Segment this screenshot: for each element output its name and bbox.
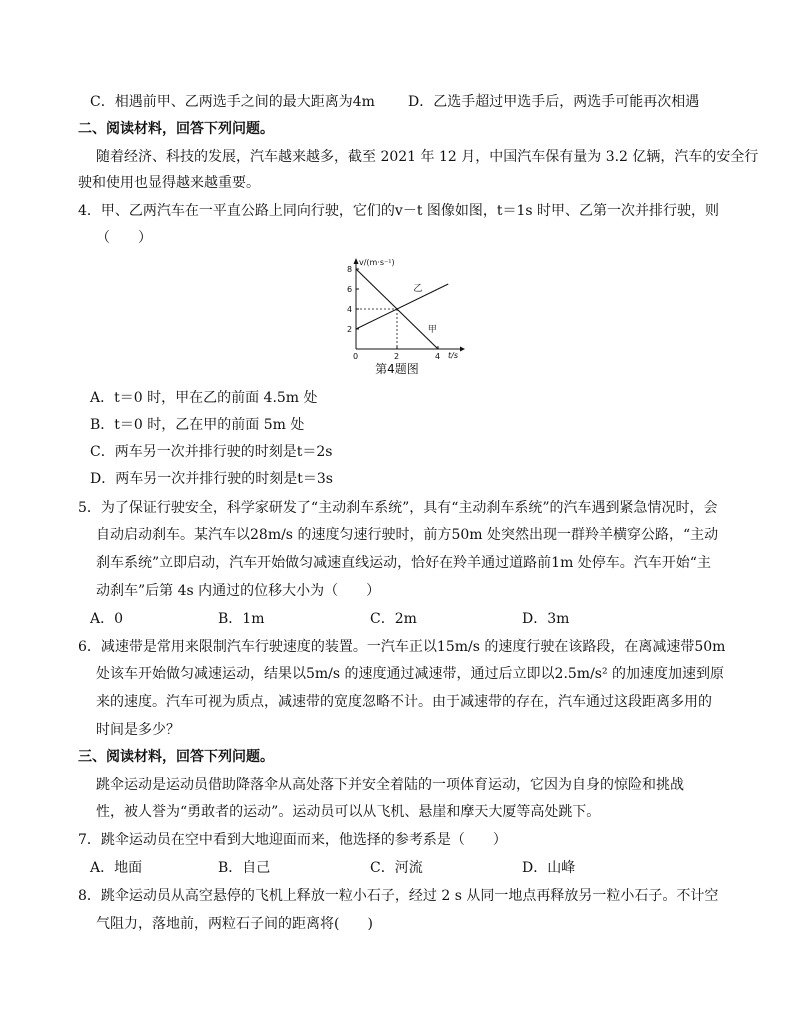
q7-option-c: C．河流 [370, 860, 423, 876]
section2-passage-line1: 随着经济、科技的发展，汽车越来越多，截至 2021 年 12 月，中国汽车保有量为 3.2 亿辆，汽车的安全行 [96, 149, 759, 165]
y-tick-label: 8 [347, 265, 353, 274]
q4-vt-graph [336, 252, 466, 374]
series-line-yi [356, 284, 448, 329]
q5-option-b: B．1m [218, 611, 265, 627]
x-axis-arrow [460, 347, 465, 352]
section3-passage-line2: 性，被人誉为“勇敢者的运动”。运动员可以从飞机、悬崖和摩天大厦等高处跳下。 [96, 804, 601, 820]
section2-passage-line2: 驶和使用也显得越来越重要。 [78, 175, 260, 191]
section3-heading: 三、阅读材料，回答下列问题。 [78, 749, 274, 765]
q5-option-c: C．2m [370, 611, 417, 627]
q3-option-c: C．相遇前甲、乙两选手之间的最大距离为4m [90, 94, 375, 110]
q7-option-a: A．地面 [90, 860, 143, 876]
section2-heading: 二、阅读材料，回答下列问题。 [78, 121, 274, 137]
q5-line2: 自动启动刹车。某汽车以28m/s 的速度匀速行驶时，前方50m 处突然出现一群羚羊横穿公路，“主动 [96, 527, 719, 543]
q4-option-a: A．t＝0 时，甲在乙的前面 4.5m 处 [90, 390, 318, 406]
x-tick-label: 4 [435, 352, 441, 361]
q4-option-d: D．两车另一次并排行驶的时刻是t＝3s [90, 471, 333, 487]
q4-stem: 4．甲、乙两汽车在一平直公路上同向行驶，它们的v－t 图像如图，t＝1s 时甲、乙第一次并排行驶，则 [78, 203, 720, 219]
q7-option-b: B．自己 [218, 860, 271, 876]
section3-passage-line1: 跳伞运动是运动员借助降落伞从高处落下并安全着陆的一项体育运动，它因为自身的惊险和挑战 [96, 777, 684, 793]
q3-option-d: D．乙选手超过甲选手后，两选手可能再次相遇 [408, 94, 700, 110]
q4-option-c: C．两车另一次并排行驶的时刻是t＝2s [90, 444, 333, 460]
x-axis-label: t/s [448, 351, 458, 360]
q6-line1: 6．减速带是常用来限制汽车行驶速度的装置。一汽车正以15m/s 的速度行驶在该路段，在离减速带50m [78, 639, 726, 655]
y-axis-label: v/(m·s⁻¹) [359, 258, 395, 267]
q5-line1: 5．为了保证行驶安全，科学家研发了“主动刹车系统”，具有“主动刹车系统”的汽车遇到紧急情况时，会 [78, 500, 718, 516]
q7-option-d: D．山峰 [522, 860, 576, 876]
x-tick-label: 0 [353, 352, 359, 361]
q5-option-a: A．0 [90, 611, 124, 627]
q6-line3: 来的速度。汽车可视为质点，减速带的宽度忽略不计。由于减速带的存在，汽车通过这段距离多用的 [96, 694, 712, 710]
series-label-jia: 甲 [427, 325, 437, 335]
q4-option-b: B．t＝0 时，乙在甲的前面 5m 处 [90, 417, 305, 433]
q4-answer-bracket: （ ） [96, 230, 152, 246]
q5-option-d: D．3m [522, 611, 570, 627]
y-tick-label: 2 [347, 325, 353, 334]
q8-line1: 8．跳伞运动员从高空悬停的飞机上释放一粒小石子，经过 2 s 从同一地点再释放另一粒小石子。不计空 [78, 888, 719, 904]
y-axis-arrow [354, 258, 359, 264]
q4-figure-caption: 第4题图 [375, 362, 419, 376]
y-tick-label: 6 [347, 285, 353, 294]
series-label-yi: 乙 [413, 284, 423, 294]
q8-line2: 气阻力，落地前，两粒石子间的距离将( ) [96, 916, 373, 932]
y-tick-label: 4 [347, 305, 353, 314]
q6-line2: 处该车开始做匀减速运动，结果以5m/s 的速度通过减速带，通过后立即以2.5m/s² 的加速度加速到原 [96, 666, 725, 682]
q5-line3: 刹车系统”立即启动，汽车开始做匀减速直线运动，恰好在羚羊通过道路前1m 处停车。汽车开始“主 [96, 555, 711, 571]
q5-line4: 动刹车”后第 4s 内通过的位移大小为（ ） [96, 583, 381, 599]
q7-stem: 7．跳伞运动员在空中看到大地迎面而来，他选择的参考系是（ ） [78, 832, 507, 848]
x-tick-label: 2 [394, 352, 400, 361]
q6-line4: 时间是多少？ [96, 722, 180, 738]
